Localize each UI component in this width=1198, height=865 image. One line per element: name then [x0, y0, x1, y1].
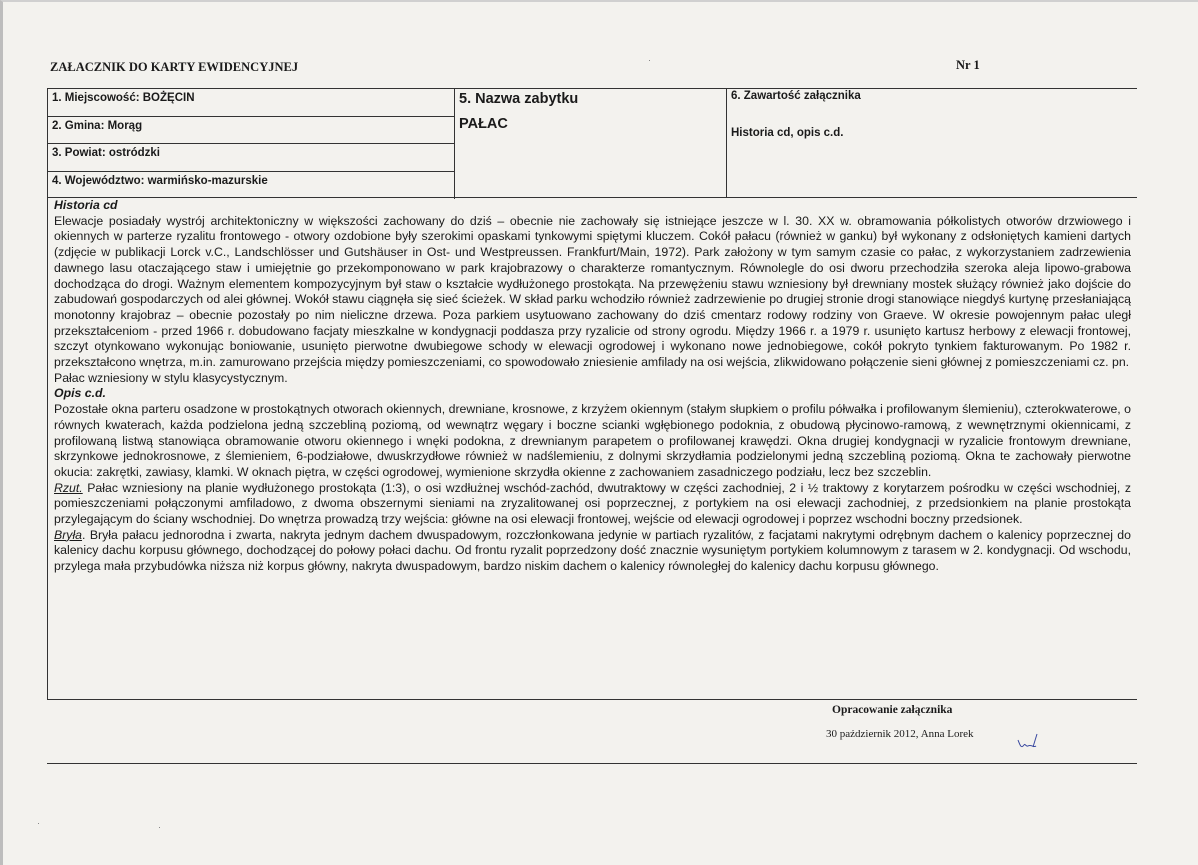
prepared-by-label: Opracowanie załącznika — [832, 704, 953, 716]
contents-label: 6. Zawartość załącznika — [731, 90, 861, 102]
massing-paragraph — [54, 528, 1131, 575]
scan-dot: · — [648, 55, 651, 65]
description-heading: Opis c.d. — [54, 386, 106, 401]
document-title: ZAŁACZNIK DO KARTY EWIDENCYJNEJ — [50, 60, 299, 74]
massing-label: Bryła — [54, 527, 83, 542]
monument-name-value: PAŁAC — [459, 116, 508, 132]
plan-text: Pałac wzniesiony na planie wydłużonego prostokąta (1:3), o osi wzdłużnej wschód-zachód, dwutraktowy w części zachodniej, 2 i ½ traktowy z korytarzem pośrodku w części wschodniej, z pomieszczeniami połączonymi amfiladowo, z dwoma obszernymi sieniami na zryzalitowanej osi poprzecznej, z portykiem na osi elewacji zachodniej, z przedsionkiem na planie prostokąta przylegającym do ściany wschodniej. Do wnętrza prowadzą trzy wejścia: główne na osi elewacji frontowej, wejście od elewacji ogrodowej i poprzez wschodni boczny przedsionek. — [54, 480, 1131, 527]
location-cell: 1. Miejscowość: BOŻĘCIN — [47, 89, 455, 116]
monument-name-label: 5. Nazwa zabytku — [459, 91, 579, 107]
style-note: Pałac wzniesiony w stylu klasycystycznym. — [54, 370, 288, 385]
contents-column — [727, 89, 1137, 197]
identification-table — [47, 88, 1137, 198]
location-column — [47, 89, 455, 197]
massing-text: . Bryła pałacu jednorodna i zwarta, nakryta jednym dachem dwuspadowym, rozczłonkowana jedynie w partiach ryzalitów, z facjatami nakrytymi odrębnym dachem o kalenicy poprzecznej do kalenicy dachu korpusu głównego, dochodzącej do połowy połaci dachu. Od frontu ryzalit poprzedzony dość znacznie wysuniętym portykiem kolumnowym z tarasem w 2. kondygnacji. Od wschodu, przylega mała przybudówka niższa niż korpus główny, nakryta dwuspadowym, bardzo niskim dachem o kalenicy równoległej do kalenicy dachu korpusu głównego. — [54, 527, 1131, 574]
prepared-by-value: 30 październik 2012, Anna Lorek — [826, 728, 974, 740]
contents-value: Historia cd, opis c.d. — [731, 127, 844, 139]
scan-dot: · — [158, 822, 161, 832]
commune-cell: 2. Gmina: Morąg — [47, 116, 455, 143]
history-paragraph: Elewacje posiadały wystrój architektoniczny w większości zachowany do dziś – obecnie nie zachowały się istniejące jeszcze w l. 30. XX w. obramowania półkolistych otworów drzwiowego i okiennych w parterze ryzalitu frontowego - otwory ozdobione były szerokimi opaskami tynkowymi spiętymi kluczem. Cokół pałacu (również w ganku) był wykonany z odsłoniętych kamieni dartych (zdjęcie w publikacji Lorck v.C., Landschlösser und Gutshäuser in Ost- und Westpreussen. Frankfurt/Main, 1972). Park założony w tym samym czasie co pałac, z wykorzystaniem zadrzewienia dawnego lasu otaczającego staw i umiejętnie go przekomponowano w park krajobrazowy o charakterze romantycznym. Równolegle do osi dworu przechodziła szeroka aleja lipowo-grabowa dochodząca do drogi. Ważnym elementem kompozycyjnym był staw o kształcie wydłużonego prostokąta. Na przewężeniu stawu wzniesiony był drewniany mostek służący również jako dojście do zabudowań gospodarczych od alei głównej. Wokół stawu ciągnęła się sieć ścieżek. W skład parku wchodziło również zadrzewienie po drugiej stronie drogi stanowiące niegdyś kurtynę przesłaniającą monotonny krajobraz – obecnie pozostały po nim nieliczne drzewa. Poza parkiem usytuowano zachowany do dziś cmentarz rodowy rodziny von Graeve. W okresie powojennym pałac uległ przekształceniom - przed 1966 r. dobudowano facjaty mieszkalne w kondygnacji poddasza przy ryzalicie od strony ogrodu. Między 1966 r. a 1979 r. usunięto kartusz herbowy z elewacji frontowej, szczyt otynkowano wykonując boniowanie, usunięto pierwotne dwubiegowe schody w elewacji ogrodowej i wykonano nowe jednobiegowe, cokół pokryto tynkiem fakturowanym. Po 1982 r. przekształcono wnętrza, m.in. zamurowano przejścia między pomieszczeniami, co spowodowało zniesienie amfilady na osi wejścia, zlikwidowano połączenie sieni głównej z pomieszczeniami cz. pn. — [54, 213, 1131, 370]
footer-divider — [47, 763, 1137, 764]
plan-paragraph — [54, 481, 1131, 528]
district-cell: 3. Powiat: ostródzki — [47, 143, 455, 171]
history-heading: Historia cd — [54, 198, 118, 212]
handwritten-signature — [1014, 733, 1046, 755]
description-paragraph: Pozostałe okna parteru osadzone w prostokątnych otworach okiennych, drewniane, krosnowe, z krzyżem okiennym (stałym słupkiem o profilu półwałka i profilowanym ślemieniu), czterokwaterowe, o równych kwaterach, każda podzielona jedną szczebliną poziomą, od wewnątrz węgary i boczne scianki wgłębionego podoknia, z obudową płycinowo-ramową, z wewnętrznymi okiennicami, z profilowaną listwą stanowiąca obramowanie otworu okiennego i wnęki podokna, z drewnianym parapetem o profilowanej krawędzi. Okna drugiej kondygnacji w ryzalicie frontowym drewniane, skrzynkowe jednokrosnowe, z ślemieniem, 6-podziałowe, dwuskrzydłowe również w nadślemieniu, z dolnymi skrzydłamia podzielonymi jedną szczebliną poziomą. Okna te zachowały pierwotne okucia: zakrętki, zawiasy, klamki. W oknach piętra, w części ogrodowej, wymienione skrzydła okienne z zachowaniem zasadniczego podziału, lecz bez szczeblin. — [54, 402, 1131, 479]
scan-dot: · — [37, 818, 40, 828]
monument-name-column — [455, 89, 727, 197]
content-section — [47, 198, 1137, 700]
attachment-number: Nr 1 — [956, 58, 980, 72]
plan-label: Rzut. — [54, 480, 83, 495]
voivodeship-cell: 4. Województwo: warmińsko-mazurskie — [47, 171, 455, 199]
